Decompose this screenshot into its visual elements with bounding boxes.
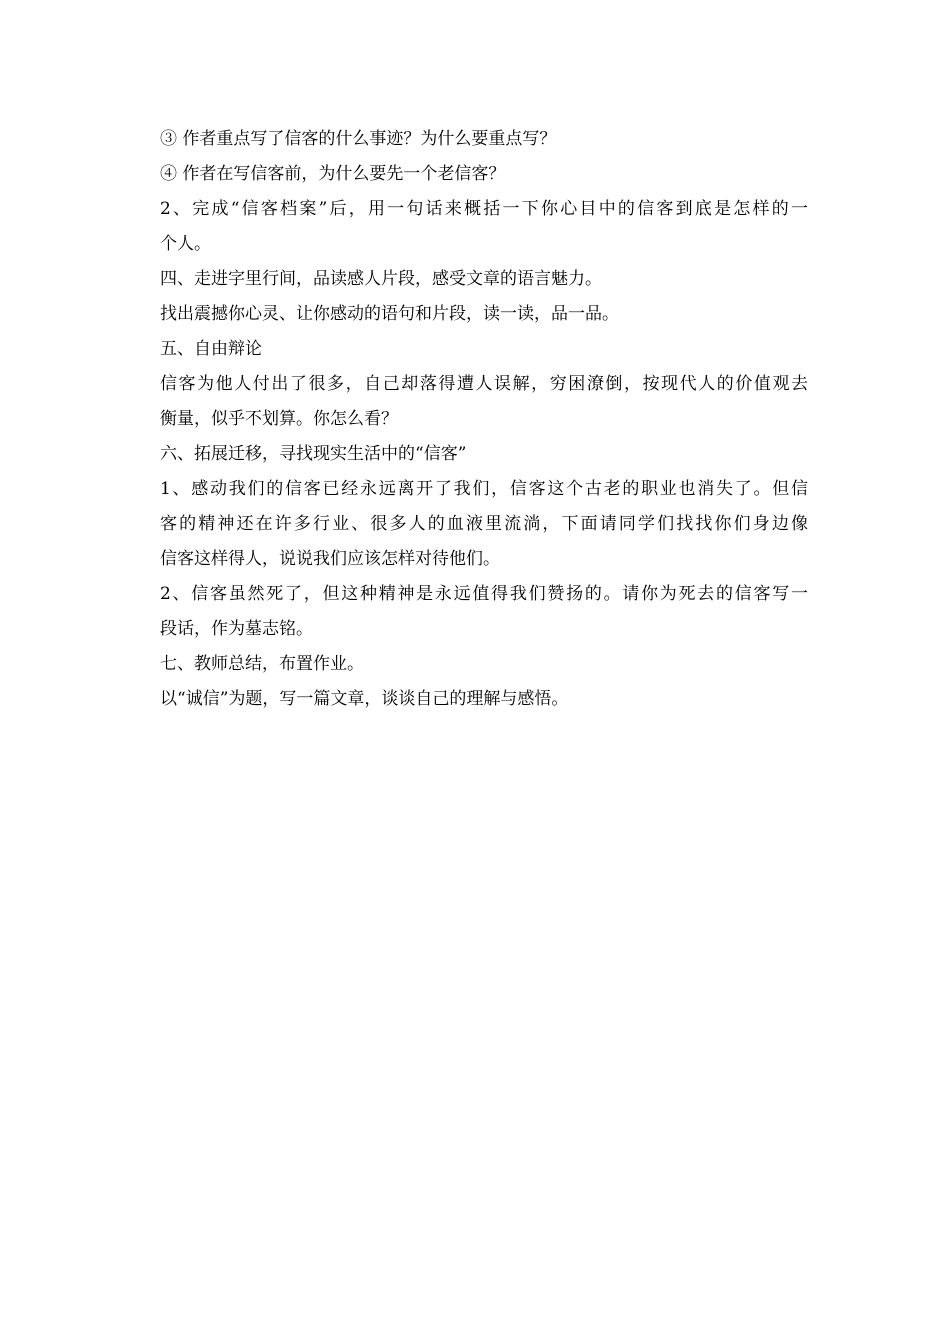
- homework-assignment: 以“诚信”为题，写一篇文章，谈谈自己的理解与感悟。: [160, 689, 569, 709]
- extension-2-line: 2、信客虽然死了，但这种精神是永远值得我们赞扬的。请你为死去的信客写一: [160, 584, 808, 604]
- question-3-line: ③ 作者重点写了信客的什么事迹？为什么要重点写？: [160, 129, 557, 149]
- question-4-line: ④ 作者在写信客前，为什么要先一个老信客？: [160, 164, 506, 184]
- task-2-continuation: 个人。: [160, 234, 211, 254]
- extension-1-line-3: 信客这样得人，说说我们应该怎样对待他们。: [160, 549, 500, 569]
- extension-2-continuation: 段话，作为墓志铭。: [160, 619, 313, 639]
- section-6-heading: 六、拓展迁移，寻找现实生活中的“信客”: [160, 444, 467, 464]
- section-7-heading: 七、教师总结，布置作业。: [160, 654, 364, 674]
- section-5-heading: 五、自由辩论: [160, 339, 262, 359]
- extension-1-line: 1、感动我们的信客已经永远离开了我们，信客这个古老的职业也消失了。但信: [160, 479, 808, 499]
- task-2-line: 2、完成“信客档案”后，用一句话来概括一下你心目中的信客到底是怎样的一: [160, 199, 808, 219]
- section-4-heading: 四、走进字里行间，品读感人片段，感受文章的语言魅力。: [160, 269, 602, 289]
- debate-prompt-continuation: 衡量，似乎不划算。你怎么看？: [160, 409, 398, 429]
- section-4-instruction: 找出震撼你心灵、让你感动的语句和片段，读一读，品一品。: [160, 304, 619, 324]
- extension-1-line-2: 客的精神还在许多行业、很多人的血液里流淌，下面请同学们找找你们身边像: [160, 514, 808, 534]
- debate-prompt-line: 信客为他人付出了很多，自己却落得遭人误解，穷困潦倒，按现代人的价值观去: [160, 374, 808, 394]
- document-body: [160, 122, 808, 717]
